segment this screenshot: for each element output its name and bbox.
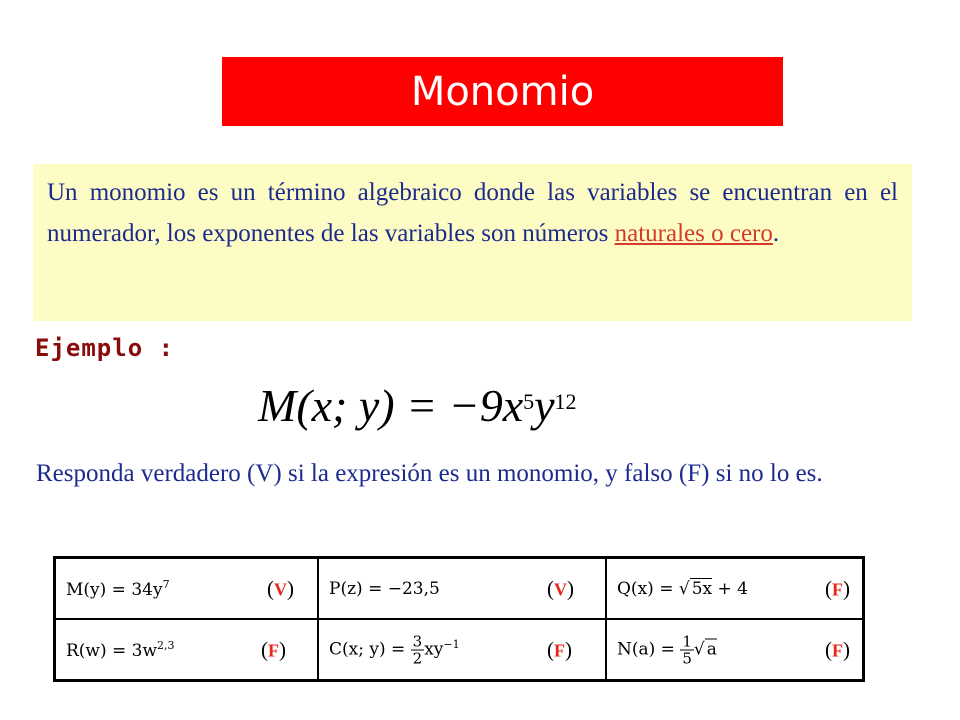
definition-text-end: . bbox=[772, 220, 780, 247]
expression: N(a) = $\frac{1}{5}$ √ a bbox=[617, 632, 717, 667]
formula-lhs: M(x; y) = −9x bbox=[258, 380, 524, 431]
expression-text: N(a) = bbox=[617, 639, 681, 659]
expression-text: C(x; y) = bbox=[329, 639, 411, 659]
exercise-cell bbox=[318, 619, 606, 681]
answer-badge: (V) bbox=[547, 576, 574, 600]
expression-suffix: xy bbox=[424, 639, 444, 659]
answer-letter: V bbox=[274, 579, 287, 599]
radical: 5x bbox=[691, 578, 713, 599]
answer-badge: (F) bbox=[825, 637, 850, 661]
instruction-text: Responda verdadero (V) si la expresión es un monomio, y falso (F) si no lo es. bbox=[36, 460, 823, 487]
expression-text: M(y) = 34y bbox=[66, 579, 163, 600]
definition-highlight: naturales o cero bbox=[614, 220, 773, 247]
radical: a bbox=[706, 639, 717, 659]
exercise-cell bbox=[55, 558, 319, 620]
expression-suffix: + 4 bbox=[712, 578, 748, 599]
page-title: Monomio bbox=[222, 57, 783, 126]
expression-exponent: 7 bbox=[162, 577, 170, 591]
formula-exp-y: 12 bbox=[554, 389, 577, 414]
answer-letter: F bbox=[554, 640, 565, 660]
definition-text bbox=[47, 172, 898, 254]
expression-text: Q(x) = bbox=[617, 578, 679, 599]
expression bbox=[329, 633, 460, 666]
table-row bbox=[55, 558, 864, 620]
expression: Q(x) = √ 5x + 4 bbox=[617, 578, 748, 599]
example-formula bbox=[258, 376, 577, 436]
exercise-cell bbox=[55, 619, 319, 681]
expression bbox=[329, 579, 440, 599]
expression bbox=[66, 578, 170, 600]
example-label: Ejemplo : bbox=[35, 334, 175, 362]
answer-letter: V bbox=[554, 579, 567, 599]
exercise-cell bbox=[606, 619, 864, 681]
fraction-denominator: 5 bbox=[682, 649, 692, 667]
fraction-numerator: 1 bbox=[682, 632, 692, 650]
expression bbox=[66, 639, 175, 661]
answer-badge: (F) bbox=[261, 637, 286, 661]
answer-letter: F bbox=[832, 640, 843, 660]
fraction bbox=[411, 633, 425, 666]
expression-exponent: −1 bbox=[443, 637, 460, 651]
fraction-denominator: 2 bbox=[412, 649, 423, 667]
exercise-cell bbox=[318, 558, 606, 620]
expression-exponent: 2,3 bbox=[157, 638, 175, 652]
fraction-numerator: 3 bbox=[412, 632, 423, 650]
answer-letter: F bbox=[268, 640, 279, 660]
definition-text-main: Un monomio es un término algebraico donde las variables se encuentran en el numerador, los exponentes de las variables son números bbox=[47, 179, 898, 247]
answer-badge: (F) bbox=[825, 576, 850, 600]
expression-text: P(z) = −23,5 bbox=[329, 578, 440, 599]
answer-badge: (V) bbox=[267, 576, 294, 600]
formula-exp-x: 5 bbox=[523, 389, 535, 414]
formula-var-y: y bbox=[534, 380, 555, 431]
answer-letter: F bbox=[832, 579, 843, 599]
answer-badge: (F) bbox=[547, 637, 572, 661]
exercise-table bbox=[53, 556, 865, 682]
fraction bbox=[680, 633, 694, 666]
table-row bbox=[55, 619, 864, 681]
expression-text: R(w) = 3w bbox=[66, 640, 158, 661]
definition-box bbox=[33, 164, 912, 321]
exercise-cell bbox=[606, 558, 864, 620]
